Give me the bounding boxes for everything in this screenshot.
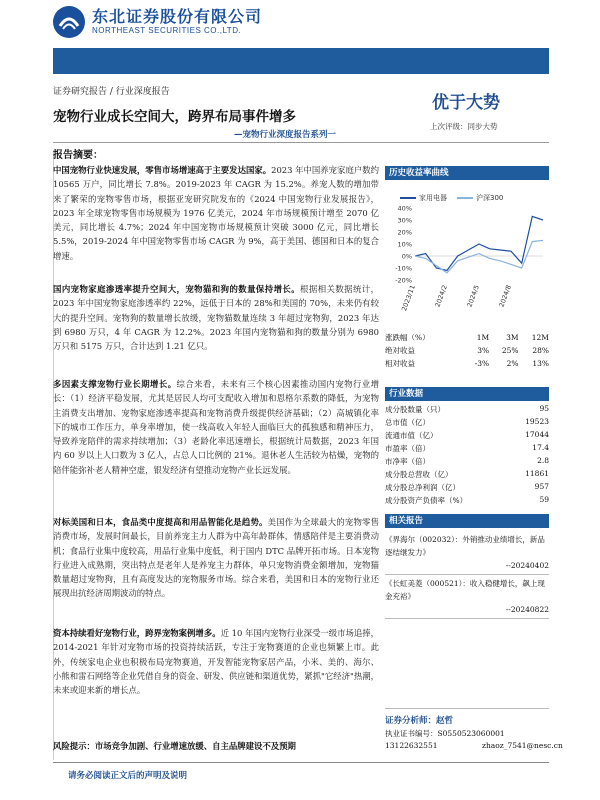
- paragraph-lead: 中国宠物行业快速发展，零售市场增速高于主要发达国家。: [53, 165, 272, 175]
- industry-label: 成分股资产负债率（%）: [385, 496, 468, 505]
- table-cell: 25%: [501, 346, 519, 355]
- divider: [385, 708, 549, 709]
- logo-emblem-icon: [53, 6, 85, 38]
- analyst-email[interactable]: zhaoz_7541@nesc.cn: [482, 741, 563, 750]
- related-report-date: --20240402: [505, 561, 549, 570]
- y-tick-label: -20%: [395, 276, 412, 285]
- divider: [385, 618, 549, 619]
- paragraph-text: 综合来看，未来有三个核心因素推动国内宠物行业增长：（1）经济平稳发展，尤其是居民人均可支配收入增加和恩格尔系数的降低，为宠物主消费支出增加、宠物家庭渗透率提高和宠物消费升级提供经济基础；（2）高城镇化率下的城市工作压力，单身率增加，使一线高收入年轻人面临巨大的孤独感和精神压力，导致养宠陪伴的需求持续增加；（3）老龄化率迅速增长，根据统计局数据，2023 年国内 60 岁以上人口数为 3 亿人，占总人口比例的 21%。退休老人生活较为枯燥，宠物的陪伴能弥补老人精神空虚，银发经济有望推动宠物产业长远发展。: [53, 379, 380, 475]
- industry-label: 成分股总营收（亿）: [385, 470, 453, 479]
- divider: [53, 142, 549, 143]
- company-name-en: NORTHEAST SECURITIES CO.,LTD.: [92, 26, 242, 35]
- table-cell: 2%: [506, 359, 519, 368]
- paragraph-text: 2023 年中国养宠家庭户数约 10565 万户，同比增长 7.8%。2019-2023 年 CAGR 为 15.2%。养宠人数的增加带来了繁荣的宠物零售市场，根据亚宠研究院发布的《2024 中国宠物行业发展报告》，2023 年全球宠物零售市场规模为 1976 亿美元，2024 年市场规模预计增至 2070 亿美元，同比增长 4.7%；2024 年中国宠物市场规模预计突破 3000 亿元，同比增长 5.5%，2019-2024 年中国宠物零售市场 CAGR 为 9%，高于美国、德国和日本的复合增速。: [53, 165, 379, 261]
- summary-paragraph: [53, 626, 379, 697]
- divider: [385, 574, 549, 575]
- table-cell: 28%: [532, 346, 549, 355]
- returns-table: [385, 331, 549, 370]
- table-cell: 3%: [477, 346, 490, 355]
- paragraph-lead: 资本持续看好宠物行业，跨界宠物案例增多。: [53, 628, 221, 638]
- industry-row: [385, 430, 549, 441]
- industry-value: 17.4: [532, 443, 549, 452]
- table-header: 3M: [506, 333, 519, 342]
- report-series: —宠物行业深度报告系列一: [234, 130, 337, 140]
- chart-section-heading: 历史收益率曲线: [385, 166, 549, 180]
- header-banner: [53, 48, 549, 74]
- y-tick-label: 0%: [401, 252, 412, 261]
- publish-date: 发布时间：2024-11-15: [392, 8, 518, 21]
- summary-paragraph: [53, 282, 379, 353]
- industry-label: 总市值（亿）: [385, 418, 430, 427]
- y-tick-label: -10%: [395, 264, 412, 273]
- industry-label: 流通市值（亿）: [385, 431, 438, 440]
- table-cell: 13%: [532, 359, 549, 368]
- table-header: 涨跌幅（%）: [385, 333, 430, 342]
- previous-rating: 上次评级：同步大势: [430, 122, 498, 131]
- banner-separator: [380, 0, 383, 26]
- summary-heading: 报告摘要：: [53, 150, 103, 161]
- industry-row: [385, 482, 549, 493]
- divider: [53, 762, 549, 763]
- industry-value: 957: [534, 482, 549, 491]
- paragraph-lead: 对标美国和日本，食品类中度提高和用品智能化是趋势。: [53, 517, 268, 527]
- legend-label: 家用电器: [419, 194, 447, 202]
- x-tick-label: 2023/11: [400, 283, 417, 313]
- x-tick-label: 2024/2: [433, 283, 449, 309]
- industry-row: [385, 469, 549, 480]
- industry-label: 市净率（倍）: [385, 457, 430, 466]
- industry-label: 成分股数量（只）: [385, 405, 445, 414]
- report-title: 宠物行业成长空间大，跨界布局事件增多: [53, 109, 296, 125]
- y-tick-label: 20%: [397, 228, 412, 237]
- industry-value: 95: [539, 404, 549, 413]
- industry-value: 17044: [525, 430, 549, 439]
- risk-warning: 风险提示：市场竞争加剧、行业增速放缓、自主品牌建设不及预期: [53, 741, 296, 751]
- industry-row: [385, 456, 549, 467]
- related-report[interactable]: 《界海尔（002032）：外销推动业绩增长，新品逐结继发力》: [385, 535, 545, 557]
- table-header: 1M: [476, 333, 490, 342]
- disclaimer-notice: 请务必阅读正文后的声明及说明: [68, 771, 188, 781]
- analyst-name: 证券分析师：赵哲: [385, 716, 454, 726]
- table-row: [385, 344, 549, 357]
- paragraph-text: 美国作为全球最大的宠物零售消费市场，发展时间最长，目前养宠主力人群为中高年龄群体，情感陪伴是主要消费动机；食品行业集中度较高，用品行业集中度低，利于国内 DTC 品牌开拓市场。日本宠物行业进入成熟期，突出特点是老年人是养宠主力群体，单只宠物消费金额增加，宠物猫数量超过宠物狗，且有高度发达的宠物服务市场。综合来看，美国和日本的宠物行业还展现出抗经济周期波动的特点。: [53, 517, 380, 599]
- industry-row: [385, 443, 549, 454]
- y-tick-label: 30%: [397, 216, 412, 225]
- y-tick-label: 10%: [397, 240, 412, 249]
- industry-section-heading: 行业数据: [385, 387, 549, 401]
- paragraph-lead: 多因素支撑宠物行业长期增长。: [53, 379, 177, 389]
- table-row: [385, 331, 549, 344]
- company-logo: [53, 6, 262, 38]
- analyst-license: 执业证书编号：S0550523060001: [385, 729, 505, 738]
- related-section-heading: 相关报告: [385, 514, 549, 528]
- industry-row: [385, 417, 549, 428]
- industry-row: [385, 404, 549, 415]
- summary-paragraph: [53, 163, 379, 263]
- industry-value: 11861: [525, 469, 549, 478]
- summary-paragraph: [53, 515, 379, 601]
- table-header: 12M: [531, 333, 549, 342]
- industry-value: 19523: [525, 417, 549, 426]
- return-curve-chart: [385, 180, 549, 320]
- industry-value: 59: [539, 495, 549, 504]
- table-cell: 绝对收益: [385, 346, 415, 355]
- industry-row: [385, 495, 549, 506]
- company-name-cn: 东北证券股份有限公司: [92, 7, 263, 26]
- related-report-date: --20240822: [505, 605, 549, 614]
- industry-label: 市盈率（倍）: [385, 444, 430, 453]
- x-tick-label: 2024/5: [465, 283, 481, 309]
- industry-label: 成分股总净利润（亿）: [385, 483, 460, 492]
- y-tick-label: 40%: [397, 204, 412, 213]
- paragraph-text: 近 10 年国内宠物行业深受一级市场追捧，2014-2021 年针对宠物市场的投资持续活跃，专注于宠物赛道的企业也频繁上市。此外，传统家电企业也积极布局宠物赛道，开发智能宠物家居产品，小米、美的、海尔、小熊和雷石网络等企业凭借自身的资金、研发、供应链和渠道优势，紧抓"它经济"热潮，未来或迎来新的增长点。: [53, 628, 379, 696]
- industry-category: 家用电器: [323, 8, 367, 21]
- table-row: [385, 357, 549, 370]
- industry-value: 2.8: [537, 456, 549, 465]
- summary-paragraph: [53, 377, 379, 477]
- breadcrumb: 证券研究报告 / 行业深度报告: [53, 87, 170, 97]
- related-report[interactable]: 《长虹美菱（000521）：收入稳健增长，飙上现金充裕》: [385, 579, 545, 601]
- table-cell: 相对收益: [385, 359, 415, 368]
- legend-label: 沪深300: [476, 194, 504, 202]
- x-tick-label: 2024/8: [497, 283, 513, 309]
- paragraph-lead: 国内宠物家庭渗透率提升空间大，宠物猫和狗的数量保持增长。: [53, 284, 301, 294]
- analyst-phone: 13122632551: [385, 741, 438, 750]
- rating: 优于大势: [432, 93, 500, 113]
- table-cell: -3%: [474, 359, 490, 368]
- paragraph-text: 根据相关数据统计，2023 年中国宠物家庭渗透率约 22%，远低于日本的 28%和美国的 70%，未来仍有较大的提升空间。宠物狗的数量增长放缓，宠物猫数量连续 3 年超过宠物狗，2023 年达到 6980 万只，4 年 CAGR 为 12.2%。2023 年国内宠物猫和狗的数量分别为 6980 万只和 5175 万只，合计达到 1.21 亿只。: [53, 284, 380, 352]
